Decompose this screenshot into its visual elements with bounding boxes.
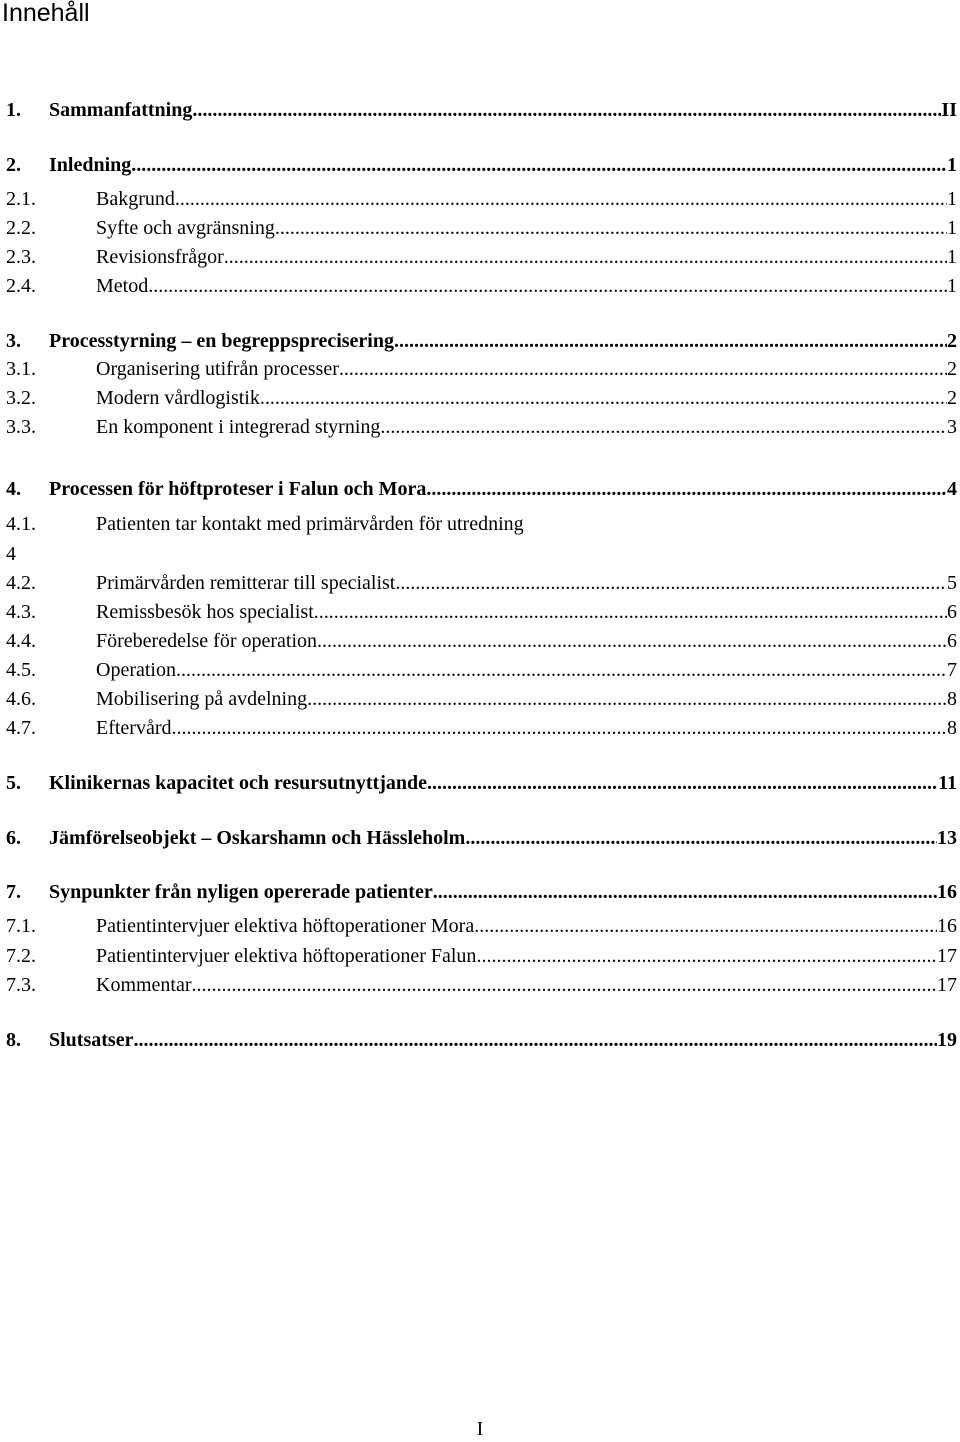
toc-entry-title: Kommentar <box>96 974 192 996</box>
toc-entry-number: 4.3. <box>6 601 36 623</box>
toc-entry-title: Inledning <box>49 154 132 176</box>
dot-leader <box>133 1027 937 1053</box>
dot-leader <box>176 657 947 683</box>
toc-entry[interactable] <box>6 1027 957 1053</box>
dot-leader <box>476 943 937 969</box>
toc-entry-number: 4.2. <box>6 572 36 594</box>
dot-leader <box>307 686 947 712</box>
toc-entry[interactable] <box>6 356 957 382</box>
toc-entry-page: 17 <box>937 974 957 996</box>
dot-leader <box>427 770 938 796</box>
toc-entry-page: 6 <box>947 630 957 652</box>
dot-leader <box>394 328 947 354</box>
toc-entry[interactable] <box>6 476 957 502</box>
toc-entry[interactable] <box>6 414 957 440</box>
toc-entry-title: Patientintervjuer elektiva höftoperationer Falun <box>96 945 477 967</box>
toc-entry-page: 6 <box>947 601 957 623</box>
toc-entry[interactable] <box>6 385 957 411</box>
toc-entry[interactable] <box>6 825 957 851</box>
dot-leader <box>192 972 937 998</box>
toc-entry[interactable] <box>6 686 957 712</box>
dot-leader <box>339 356 947 382</box>
toc-entry-title: Bakgrund <box>96 188 175 210</box>
toc-entry[interactable] <box>6 879 957 905</box>
toc-entry-page: 2 <box>947 358 957 380</box>
dot-leader <box>131 152 947 178</box>
toc-entry-number: 4.6. <box>6 688 36 710</box>
toc-entry-page: 4 <box>6 543 16 565</box>
toc-entry[interactable] <box>6 215 957 241</box>
toc-entry-title: Jämförelseobjekt – Oskarshamn och Hässleholm <box>49 827 466 849</box>
toc-entry-page: 2 <box>947 387 957 409</box>
dot-leader <box>260 385 947 411</box>
toc-entry-page: 1 <box>947 275 957 297</box>
toc-entry-title: Primärvården remitterar till specialist <box>96 572 396 594</box>
page-title: Innehåll <box>2 0 90 27</box>
dot-leader <box>465 825 937 851</box>
toc-entry-number: 8. <box>6 1029 21 1051</box>
toc-entry-title: Metod <box>96 275 149 297</box>
dot-leader <box>474 913 937 939</box>
toc-entry-title: Patienten tar kontakt med primärvården för utredning <box>96 513 524 535</box>
toc-entry[interactable] <box>6 770 957 796</box>
dot-leader <box>317 628 947 654</box>
toc-entry-title: Sammanfattning <box>49 99 193 121</box>
dot-leader <box>433 879 937 905</box>
toc-entry-title: Remissbesök hos specialist <box>96 601 314 623</box>
toc-entry-title: Processen för höftproteser i Falun och Mora <box>49 478 427 500</box>
toc-entry-title: Processtyrning – en begreppsprecisering <box>49 330 394 352</box>
toc-entry-number: 2.4. <box>6 275 36 297</box>
toc-entry[interactable] <box>6 186 957 212</box>
toc-entry-number: 3.1. <box>6 358 36 380</box>
toc-entry-page: 1 <box>947 246 957 268</box>
dot-leader <box>192 97 941 123</box>
toc-entry-page: II <box>941 99 957 121</box>
toc-entry-number: 4.7. <box>6 717 36 739</box>
toc-entry-title: Synpunkter från nyligen opererade patienter <box>49 881 433 903</box>
toc-entry-number: 7. <box>6 881 21 903</box>
toc-entry-title: En komponent i integrerad styrning <box>96 416 381 438</box>
toc-entry-number: 2.1. <box>6 188 36 210</box>
toc-entry-number: 3.3. <box>6 416 36 438</box>
toc-entry-page: 2 <box>947 330 957 352</box>
toc-entry-page: 1 <box>947 154 957 176</box>
toc-entry-page: 7 <box>947 659 957 681</box>
toc-entry[interactable] <box>6 943 957 969</box>
toc-entry-page: 19 <box>937 1029 957 1051</box>
toc-entry[interactable] <box>6 244 957 270</box>
toc-entry-title: Föreberedelse för operation <box>96 630 318 652</box>
toc-entry-page: 13 <box>937 827 957 849</box>
toc-entry[interactable] <box>6 599 957 625</box>
dot-leader <box>148 273 947 299</box>
toc-entry-page: 16 <box>937 915 957 937</box>
toc-entry-title: Slutsatser <box>49 1029 134 1051</box>
toc-entry[interactable] <box>6 511 957 537</box>
dot-leader <box>426 476 947 502</box>
toc-entry-page: 5 <box>947 572 957 594</box>
toc-entry-title: Operation <box>96 659 176 681</box>
dot-leader <box>172 715 947 741</box>
toc-entry-page: 11 <box>938 772 957 794</box>
dot-leader <box>175 186 947 212</box>
toc-entry[interactable] <box>6 628 957 654</box>
toc-entry-title: Klinikernas kapacitet och resursutnyttjande <box>49 772 427 794</box>
toc-entry[interactable] <box>6 972 957 998</box>
toc-entry[interactable] <box>6 715 957 741</box>
toc-entry[interactable] <box>6 657 957 683</box>
page-number: I <box>476 1418 484 1440</box>
toc-entry-title: Eftervård <box>96 717 172 739</box>
toc-entry[interactable] <box>6 913 957 939</box>
toc-entry-page: 17 <box>937 945 957 967</box>
toc-entry-number: 4. <box>6 478 21 500</box>
toc-entry-page: 1 <box>947 217 957 239</box>
toc-entry-number: 2.3. <box>6 246 36 268</box>
toc-entry-page: 1 <box>947 188 957 210</box>
toc-entry[interactable] <box>6 152 957 178</box>
toc-entry-number: 7.3. <box>6 974 36 996</box>
toc-entry[interactable] <box>6 328 957 354</box>
toc-entry-page: 16 <box>937 881 957 903</box>
toc-entry[interactable] <box>6 273 957 299</box>
toc-entry-title: Modern vårdlogistik <box>96 387 260 409</box>
toc-entry-number: 5. <box>6 772 21 794</box>
toc-entry-number: 2.2. <box>6 217 36 239</box>
dot-leader <box>224 244 947 270</box>
toc-entry-title: Mobilisering på avdelning <box>96 688 308 710</box>
toc-entry-page: 8 <box>947 688 957 710</box>
toc-entry-number: 1. <box>6 99 21 121</box>
toc-entry-number: 7.2. <box>6 945 36 967</box>
toc-entry-title: Patientintervjuer elektiva höftoperationer Mora <box>96 915 475 937</box>
toc-entry-page: 4 <box>947 478 957 500</box>
toc-entry-page: 3 <box>947 416 957 438</box>
toc-entry-number: 4.1. <box>6 513 36 535</box>
toc-entry-number: 3. <box>6 330 21 352</box>
toc-entry-number: 6. <box>6 827 21 849</box>
dot-leader <box>380 414 947 440</box>
toc-entry-number: 4.4. <box>6 630 36 652</box>
toc-entry[interactable] <box>6 570 957 596</box>
toc-entry-number: 2. <box>6 154 21 176</box>
toc-entry-title: Organisering utifrån processer <box>96 358 339 380</box>
dot-leader <box>275 215 947 241</box>
toc-entry-number: 7.1. <box>6 915 36 937</box>
toc-entry-page: 8 <box>947 717 957 739</box>
toc-entry-number: 3.2. <box>6 387 36 409</box>
toc-entry-title: Revisionsfrågor <box>96 246 224 268</box>
toc-entry-title: Syfte och avgränsning <box>96 217 275 239</box>
toc-entry-number: 4.5. <box>6 659 36 681</box>
dot-leader <box>395 570 947 596</box>
dot-leader <box>314 599 947 625</box>
toc-entry[interactable] <box>6 97 957 123</box>
